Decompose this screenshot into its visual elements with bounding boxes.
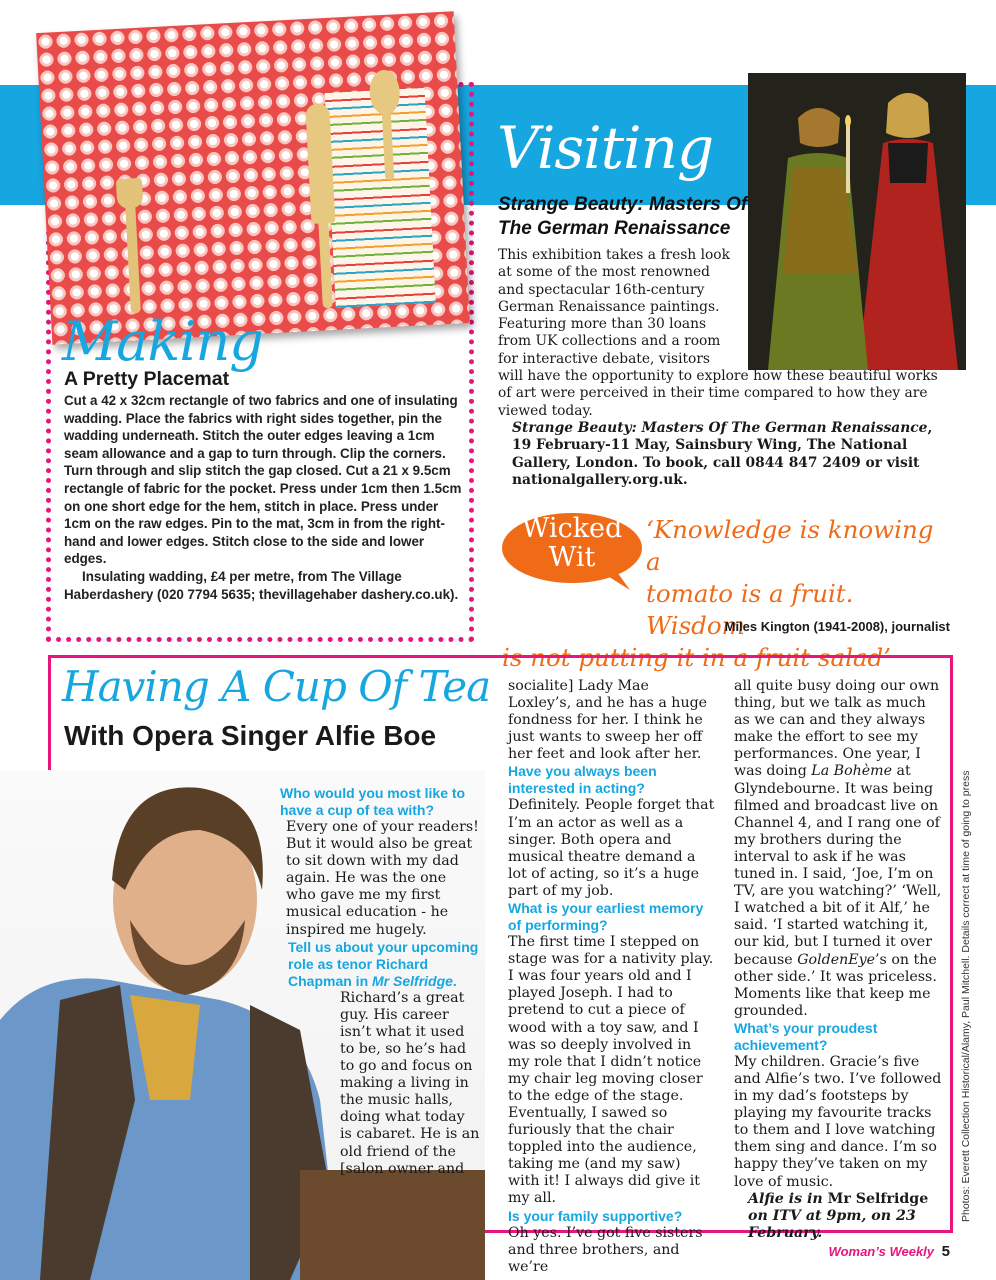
broadcast-info-a: Alfie is in (748, 1190, 828, 1207)
col3-text-a: all quite busy doing our own thing, but we talk as much as we can and they always make the effort to see my performances. One year, I was doing (734, 678, 940, 780)
interview-column-1 (280, 785, 480, 1178)
broadcast-info-show: Mr Selfridge (827, 1190, 929, 1207)
wit-quote-line3: is not putting it in a fruit salad’ (502, 643, 891, 672)
interview-column-2 (508, 678, 716, 1276)
making-instructions (64, 392, 464, 603)
making-heading: Making (62, 310, 263, 373)
broadcast-info (734, 1191, 942, 1242)
wit-quote (502, 514, 952, 674)
question-4: What is your earliest memory of performing? (508, 900, 704, 934)
tea-subtitle: With Opera Singer Alfie Boe (64, 720, 437, 751)
making-subtitle: A Pretty Placemat (64, 368, 230, 390)
answer-1: Every one of your readers! But it would also be great to sit down with my dad again. He was the one who gave me my first musical education - he inspired me hugely. (286, 819, 479, 938)
photo-credits: Photos: Everett Collection Historical/Alamy, Paul Mitchell. Details correct at time of going to press (960, 770, 972, 1222)
col3-opera: La Bohème (811, 763, 893, 780)
question-5: Is your family supportive? (508, 1207, 683, 1224)
magazine-name: Woman’s Weekly (828, 1244, 935, 1259)
col3-film: GoldenEye (797, 951, 876, 968)
broadcast-info-c: on ITV at 9pm, on 23 February. (748, 1207, 916, 1241)
visiting-info-title: Strange Beauty: Masters Of The German Renaissance (512, 419, 928, 436)
page-number: 5 (941, 1243, 950, 1260)
placemat-photo (36, 11, 470, 344)
answer-5: Oh yes. I’ve got five sisters and three brothers, and we’re (508, 1224, 703, 1275)
visiting-description: This exhibition takes a fresh look at some of the most renowned and spectacular 16th-century German Renaissance paintings. Featuring more than 30 loans from UK collections and a room for interactive debate, visitors will have the opportunity to explore how these beautiful works of art were perceived in their time compared to how they are viewed today. (498, 247, 938, 419)
col3-text-e: ’s on the other side.’ It was priceless. Moments like that keep me grounded. (734, 951, 937, 1019)
answer-6: My children. Gracie’s five and Alfie’s two. I’ve followed in my dad’s footsteps by playing my favourite tracks to them and I love watching them sing and dance. I’m so happy they’ve taken on my love of music. (734, 1053, 942, 1190)
visiting-subtitle (498, 193, 747, 241)
wicked-wit-label-line2: Wit (548, 542, 596, 573)
visiting-subtitle-line1: Strange Beauty: Masters Of (498, 194, 748, 215)
visiting-info (498, 420, 948, 489)
wit-quote-line1: ‘Knowledge is knowing a (646, 515, 934, 576)
col3-text-c: at Glyndebourne. It was being filmed and broadcast live on Channel 4, and I rang one of my brothers during the interval to ask if he was tuned in. I said, ‘Joe, I’m on TV, are you watching?’ ‘Well, I watched a bit of it Alf,’ he said. ‘I started watching it, our kid, but I turned it over because (734, 763, 942, 968)
question-2-text: Tell us about your upcoming role as tenor Richard Chapman in (288, 938, 479, 989)
question-2-end: . (452, 972, 457, 989)
wicked-wit-label-line1: Wicked (521, 513, 623, 544)
question-3: Have you always been interested in acting? (508, 763, 657, 797)
making-body: Cut a 42 x 32cm rectangle of two fabrics and one of insulating wadding. Place the fabrics with right sides together, pin the wadding underneath. Stitch the outer edges leaving a 1cm seam allowance and a gap to turn through. Clip the corners. Turn through and slip stitch the gap closed. Cut a 21 x 9.5cm rectangle of fabric for the pocket. Press under 1cm then 1.5cm on one short edge for the hem, stitch in place. Press under 1cm on the raw edges. Pin to the mat, 3cm in from the right-hand and lower edges. Stitch close to the side and lower edges. (64, 393, 462, 567)
wooden-fork-handle (125, 203, 141, 313)
wit-author: Miles Kington (1941-2008), journalist (724, 619, 950, 634)
wooden-knife-handle (318, 218, 333, 308)
visiting-body (498, 247, 948, 489)
answer-4: The first time I stepped on stage was for a nativity play. I was four years old and I played Joseph. I had to pretend to cut a piece of wood with a toy saw, and I was so deeply involved in my role that I didn’t notice my chair leg moving closer to the edge of the stage. Eventually, I sawed so furiously that the chair toppled into the audience, taking me (and my saw) with it! I always did give it my all. (508, 934, 714, 1207)
tea-heading: Having A Cup Of Tea (62, 662, 491, 711)
visiting-info-details: , 19 February-11 May, Sainsbury Wing, The National Gallery, London. To book, call 0844 847 2409 or visit nationalgallery.org.uk. (512, 419, 933, 488)
wit-quote-line2: tomato is a fruit. Wisdom (646, 579, 854, 640)
answer-5-continued (734, 678, 942, 1020)
painting-float-spacer (738, 247, 948, 367)
interview-column-3 (734, 678, 942, 1242)
question-2-show: Mr Selfridge (372, 972, 453, 989)
answer-2-continued: socialite] Lady Mae Loxley’s, and he has a huge fondness for her. I think he just wants to sweep her off her feet and look after her. (508, 678, 708, 763)
visiting-subtitle-line2: The German Renaissance (498, 218, 731, 239)
question-6: What’s your proudest achievement? (734, 1019, 878, 1053)
page-footer (800, 1243, 950, 1260)
question-2 (280, 939, 480, 990)
visiting-heading: Visiting (497, 114, 714, 182)
question-1: Who would you most like to have a cup of tea with? (280, 785, 466, 818)
making-source: Insulating wadding, £4 per metre, from The Village Haberdashery (020 7794 5635; thevillagehaber dashery.co.uk). (64, 568, 459, 602)
answer-2: Richard’s a great guy. His career isn’t what it used to be, so he’s had to go and focus on making a living in the music halls, doing what today is cabaret. He is an old friend of the [salon owner and (340, 989, 480, 1177)
answer-3: Definitely. People forget that I’m an actor as well as a singer. Both opera and musical theatre demand a lot of acting, so it’s a huge part of my job. (508, 797, 715, 899)
striped-pocket (325, 88, 436, 308)
